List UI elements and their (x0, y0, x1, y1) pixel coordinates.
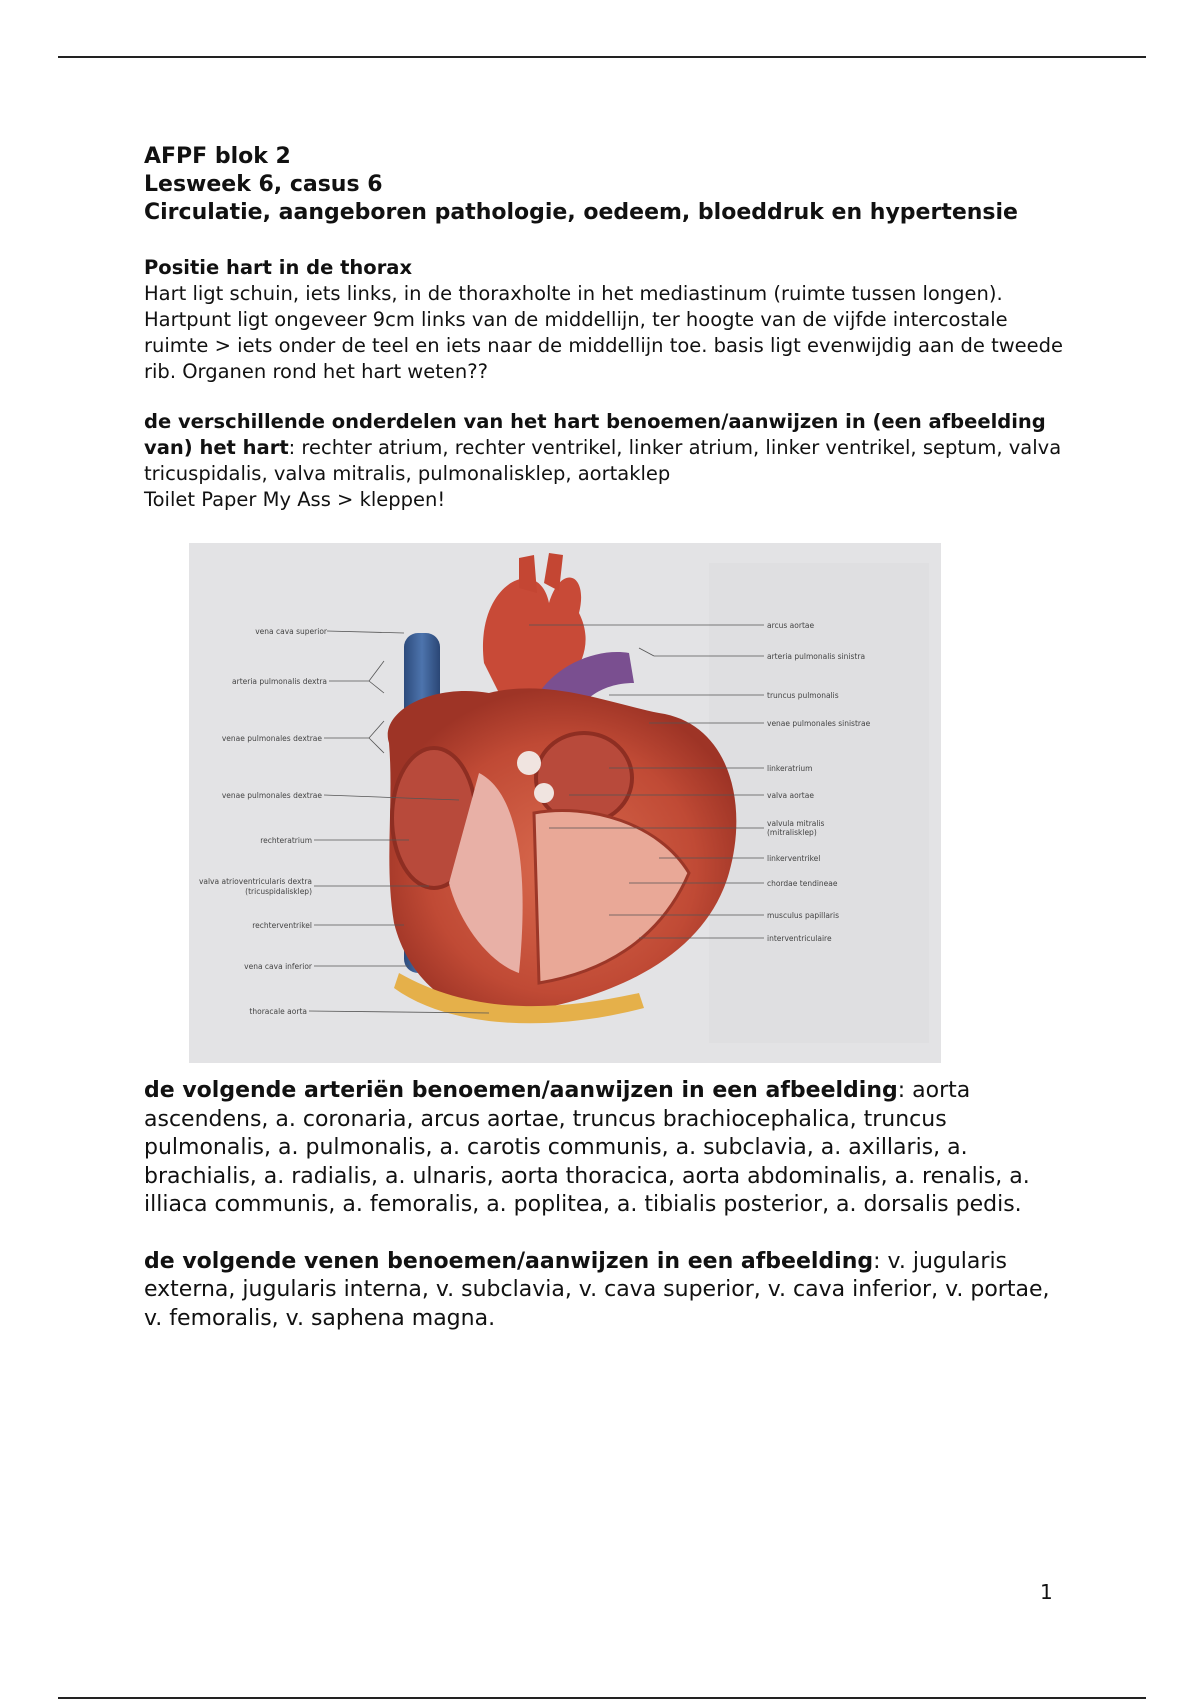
figure-label: valva aortae (767, 791, 814, 800)
figure-label: arteria pulmonalis sinistra (767, 652, 866, 661)
footer-rule (58, 1697, 1146, 1699)
mnemonic-text: Toilet Paper My Ass > kleppen! (144, 488, 446, 511)
figure-label: linkerventrikel (767, 854, 821, 863)
title-line-1: AFPF blok 2 (144, 144, 291, 169)
figure-label: venae pulmonales sinistrae (767, 719, 871, 728)
header-rule (58, 56, 1146, 58)
section-heading: de verschillende onderdelen van het hart benoemen/aanwijzen in (een afbeelding van) het hart (144, 410, 1046, 459)
figure-label: valva atrioventricularis dextra (198, 877, 312, 886)
figure-label: truncus pulmonalis (767, 691, 839, 700)
figure-label: linkeratrium (767, 764, 813, 773)
figure-label: venae pulmonales dextrae (221, 734, 322, 743)
section-heading: Positie hart in de thorax (144, 256, 413, 279)
figure-label: interventriculaire (767, 934, 832, 943)
page-content (144, 143, 1074, 1333)
section-body: Hart ligt schuin, iets links, in de thoraxholte in het mediastinum (ruimte tussen longen). Hartpunt ligt ongeveer 9cm links van de middellijn, ter hoogte van de vijfde intercostale ruimte > iets onder de teel en iets naar de middellijn toe. basis ligt evenwijdig aan de tweede rib. Organen rond het hart weten?? (144, 282, 1064, 383)
figure-label: musculus papillaris (767, 911, 840, 920)
document-title (144, 143, 1074, 227)
figure-label: chordae tendineae (767, 879, 838, 888)
figure-label: thoracale aorta (249, 1007, 307, 1016)
figure-label: rechterventrikel (252, 921, 312, 930)
section-heart-parts (144, 409, 1074, 513)
title-line-2: Lesweek 6, casus 6 (144, 172, 383, 197)
figure-label: vena cava superior (255, 627, 327, 636)
title-line-3: Circulatie, aangeboren pathologie, oedeem, bloeddruk en hypertensie (144, 200, 1018, 225)
heart-diagram (189, 543, 941, 1063)
figure-label: valvula mitralis (767, 819, 825, 828)
section-heart-position (144, 255, 1074, 385)
section-arteries (144, 1077, 1074, 1220)
section-body: : v. jugularis externa, jugularis interna, v. subclavia, v. cava superior, v. cava inferior, v. portae, v. femoralis, v. saphena magna. (144, 1248, 1050, 1331)
figure-label: rechteratrium (260, 836, 312, 845)
section-body: : rechter atrium, rechter ventrikel, linker atrium, linker ventrikel, septum, valva tricuspidalis, valva mitralis, pulmonalisklep, aortaklep (144, 436, 1062, 485)
figure-label: vena cava inferior (244, 962, 312, 971)
figure-label: (tricuspidalisklep) (245, 887, 312, 896)
section-heading: de volgende arteriën benoemen/aanwijzen in een afbeelding (144, 1078, 898, 1103)
section-body: : aorta ascendens, a. coronaria, arcus aortae, truncus brachiocephalica, truncus pulmonalis, a. pulmonalis, a. carotis communis, a. subclavia, a. axillaris, a. brachialis, a. radialis, a. ulnaris, aorta thoracica, aorta abdominalis, a. renalis, a. illiaca communis, a. femoralis, a. poplitea, a. tibialis posterior, a. dorsalis pedis. (144, 1078, 1030, 1217)
figure-label: arteria pulmonalis dextra (232, 677, 327, 686)
page-number: 1 (1040, 1580, 1053, 1604)
figure-label: arcus aortae (767, 621, 815, 630)
section-veins (144, 1248, 1074, 1334)
heart-illustration (189, 543, 941, 1063)
figure-label: venae pulmonales dextrae (221, 791, 322, 800)
figure-label: (mitralisklep) (767, 828, 817, 837)
section-heading: de volgende venen benoemen/aanwijzen in een afbeelding (144, 1248, 874, 1274)
